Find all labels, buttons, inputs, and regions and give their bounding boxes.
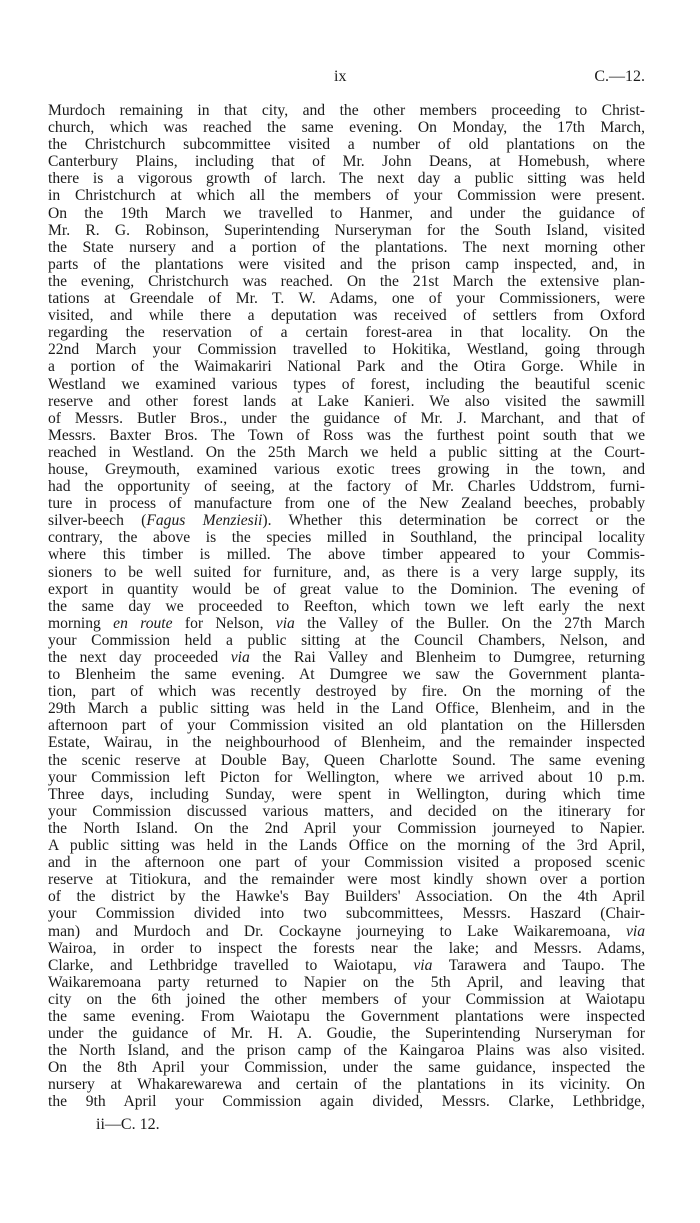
text-segment: contrary, the above is the species milled in Southland, the principal locality <box>48 529 645 547</box>
text-line <box>48 700 645 717</box>
text-line <box>48 170 645 187</box>
text-line <box>48 803 645 820</box>
text-segment: 22nd March your Commission travelled to Hokitika, Westland, going through <box>48 341 645 359</box>
text-segment: the Valley of the Buller. On the 27th March <box>294 614 645 632</box>
text-line <box>48 324 645 341</box>
text-segment: On the 19th March we travelled to Hanmer, and under the guidance of <box>48 204 645 222</box>
text-line <box>48 410 645 427</box>
text-segment: reached in Westland. On the 25th March we held a public sitting at the Court- <box>48 443 645 461</box>
italic-text: via <box>275 614 295 632</box>
text-segment: in Christchurch at which all the members of your Commission were present. <box>48 187 645 205</box>
text-segment: Mr. R. G. Robinson, Superintending Nurseryman for the South Island, visited <box>48 221 645 239</box>
text-line <box>48 187 645 204</box>
text-segment: Canterbury Plains, including that of Mr. John Deans, at Homebush, where <box>48 153 645 171</box>
text-line <box>48 820 645 837</box>
text-segment: the North Island, and the prison camp of the Kaingaroa Plains was also visited. <box>48 1042 645 1060</box>
text-line <box>48 1059 645 1076</box>
text-line <box>48 273 645 290</box>
text-line <box>48 376 645 393</box>
text-line <box>48 837 645 854</box>
text-line <box>48 1042 645 1059</box>
text-segment: afternoon part of your Commission visited an old plantation on the Hillersden <box>48 717 645 735</box>
text-line <box>48 1076 645 1093</box>
text-line <box>48 717 645 734</box>
text-segment: church, which was reached the same evening. On Monday, the 17th March, <box>48 119 645 137</box>
text-line <box>48 239 645 256</box>
text-segment: 29th March a public sitting was held in the Land Office, Blenheim, and in the <box>48 700 645 718</box>
text-line <box>48 615 645 632</box>
text-segment: city on the 6th joined the other members of your Commission at Waiotapu <box>48 990 645 1008</box>
text-segment: On the 8th April your Commission, under the same guidance, inspected the <box>48 1059 645 1077</box>
italic-text: en route <box>113 614 173 632</box>
text-segment: export in quantity would be of great value to the Dominion. The evening of <box>48 580 645 598</box>
text-segment: Estate, Wairau, in the neighbourhood of Blenheim, and the remainder inspected <box>48 734 645 752</box>
text-line <box>48 461 645 478</box>
text-segment: visited, and while there a deputation was received of settlers from Oxford <box>48 307 645 325</box>
text-line <box>48 854 645 871</box>
text-line <box>48 734 645 751</box>
italic-text: via <box>413 956 433 974</box>
italic-text: via <box>625 922 645 940</box>
text-line <box>48 307 645 324</box>
text-line <box>48 512 645 529</box>
text-line <box>48 649 645 666</box>
text-segment: under the guidance of Mr. H. A. Goudie, the Superintending Nurseryman for <box>48 1025 645 1043</box>
text-line <box>48 786 645 803</box>
italic-text: via <box>230 649 250 666</box>
page-number: ix <box>334 68 347 85</box>
text-segment: ). Whether this determination be correct or the <box>262 512 645 530</box>
text-line <box>48 136 645 153</box>
text-segment: the Christchurch subcommittee visited a number of old plantations on the <box>48 136 645 154</box>
text-segment: the 9th April your Commission again divided, Messrs. Clarke, Lethbridge, <box>48 1093 645 1111</box>
text-segment: Three days, including Sunday, were spent in Wellington, during which time <box>48 785 645 803</box>
text-line <box>48 444 645 461</box>
text-segment: the North Island. On the 2nd April your Commission journeyed to Napier. <box>48 819 645 837</box>
text-segment: to Blenheim the same evening. At Dumgree we saw the Government planta- <box>48 666 645 684</box>
text-segment: your Commission divided into two subcommittees, Messrs. Haszard (Chair- <box>48 905 645 923</box>
text-segment: silver-beech ( <box>48 512 147 530</box>
text-line <box>48 205 645 222</box>
text-line <box>48 752 645 769</box>
text-segment: reserve at Titiokura, and the remainder were most kindly shown over a portion <box>48 871 645 889</box>
text-line <box>48 598 645 615</box>
text-line <box>48 153 645 170</box>
text-line <box>48 632 645 649</box>
text-line <box>48 495 645 512</box>
text-segment: the next day proceeded <box>48 649 231 666</box>
text-segment: of Messrs. Butler Bros., under the guidance of Mr. J. Marchant, and that of <box>48 409 645 427</box>
text-line <box>48 102 645 119</box>
text-segment: Tarawera and Taupo. The <box>432 956 645 974</box>
text-line <box>48 564 645 581</box>
text-segment: Clarke, and Lethbridge travelled to Waiotapu, <box>48 956 414 974</box>
text-line <box>48 1093 645 1110</box>
text-segment: Wairoa, in order to inspect the forests near the lake; and Messrs. Adams, <box>48 939 645 957</box>
document-code: C.—12. <box>594 68 645 85</box>
text-line <box>48 290 645 307</box>
text-segment: of the district by the Hawke's Bay Builders' Association. On the 4th April <box>48 888 645 906</box>
text-line <box>48 940 645 957</box>
text-segment: man) and Murdoch and Dr. Cockayne journeying to Lake Waikaremoana, <box>48 922 626 940</box>
text-segment: ture in process of manufacture from one of the New Zealand beeches, probably <box>48 495 645 513</box>
text-segment: had the opportunity of seeing, at the factory of Mr. Charles Uddstrom, furni- <box>48 478 645 496</box>
text-line <box>48 119 645 136</box>
text-segment: Waikaremoana party returned to Napier on the 5th April, and leaving that <box>48 973 645 991</box>
text-segment: the scenic reserve at Double Bay, Queen Charlotte Sound. The same evening <box>48 751 645 769</box>
text-line <box>48 683 645 700</box>
text-segment: the same day we proceeded to Reefton, which town we left early the next <box>48 597 645 615</box>
text-segment: there is a vigorous growth of larch. The next day a public sitting was held <box>48 170 645 188</box>
text-segment: the State nursery and a portion of the plantations. The next morning other <box>48 238 645 256</box>
text-segment: the evening, Christchurch was reached. On the 21st March the extensive plan- <box>48 272 645 290</box>
text-line <box>48 991 645 1008</box>
text-line <box>48 974 645 991</box>
text-line <box>48 256 645 273</box>
text-segment: Messrs. Baxter Bros. The Town of Ross was the furthest point south that we <box>48 426 645 444</box>
text-segment: your Commission held a public sitting at the Council Chambers, Nelson, and <box>48 631 645 649</box>
text-segment: and in the afternoon one part of your Commission visited a proposed scenic <box>48 854 645 872</box>
text-segment: your Commission left Picton for Wellington, where we arrived about 10 p.m. <box>48 768 645 786</box>
text-line <box>48 341 645 358</box>
text-segment: tion, part of which was recently destroyed by fire. On the morning of the <box>48 683 645 701</box>
text-segment: the Rai Valley and Blenheim to Dumgree, returning <box>249 649 645 666</box>
text-segment: morning <box>48 614 114 632</box>
text-segment: A public sitting was held in the Lands Office on the morning of the 3rd April, <box>48 837 645 855</box>
text-segment: the same evening. From Waiotapu the Government plantations were inspected <box>48 1007 645 1025</box>
text-line <box>48 871 645 888</box>
text-line <box>48 478 645 495</box>
text-line <box>48 905 645 922</box>
text-line <box>48 358 645 375</box>
text-segment: where this timber is milled. The above timber appeared to your Commis- <box>48 546 645 564</box>
text-line <box>48 769 645 786</box>
text-line <box>48 1008 645 1025</box>
signature-mark: ii—C. 12. <box>96 1116 160 1133</box>
text-segment: parts of the plantations were visited and the prison camp inspected, and, in <box>48 255 645 273</box>
text-line <box>48 923 645 940</box>
text-segment: tations at Greendale of Mr. T. W. Adams, one of your Commissioners, were <box>48 290 645 308</box>
text-segment: regarding the reservation of a certain forest-area in that locality. On the <box>48 324 645 342</box>
text-segment: Murdoch remaining in that city, and the other members proceeding to Christ- <box>48 102 645 119</box>
text-line <box>48 427 645 444</box>
text-line <box>48 222 645 239</box>
text-line <box>48 581 645 598</box>
body-text <box>48 102 645 1111</box>
text-segment: nursery at Whakarewarewa and certain of the plantations in its vicinity. On <box>48 1076 645 1094</box>
text-line <box>48 529 645 546</box>
text-line <box>48 888 645 905</box>
text-line <box>48 546 645 563</box>
text-line <box>48 666 645 683</box>
text-segment: house, Greymouth, examined various exotic trees growing in the town, and <box>48 460 645 478</box>
text-line <box>48 1025 645 1042</box>
text-line <box>48 957 645 974</box>
text-segment: Westland we examined various types of forest, including the beautiful scenic <box>48 375 645 393</box>
italic-text: Fagus Menziesii <box>146 512 263 530</box>
text-segment: for Nelson, <box>172 614 276 632</box>
text-segment: a portion of the Waimakariri National Park and the Otira Gorge. While in <box>48 358 645 376</box>
text-segment: sioners to be well suited for furniture, and, as there is a very large supply, its <box>48 563 645 581</box>
text-segment: your Commission discussed various matters, and decided on the itinerary for <box>48 802 645 820</box>
text-line <box>48 393 645 410</box>
text-segment: reserve and other forest lands at Lake Kanieri. We also visited the sawmill <box>48 392 645 410</box>
